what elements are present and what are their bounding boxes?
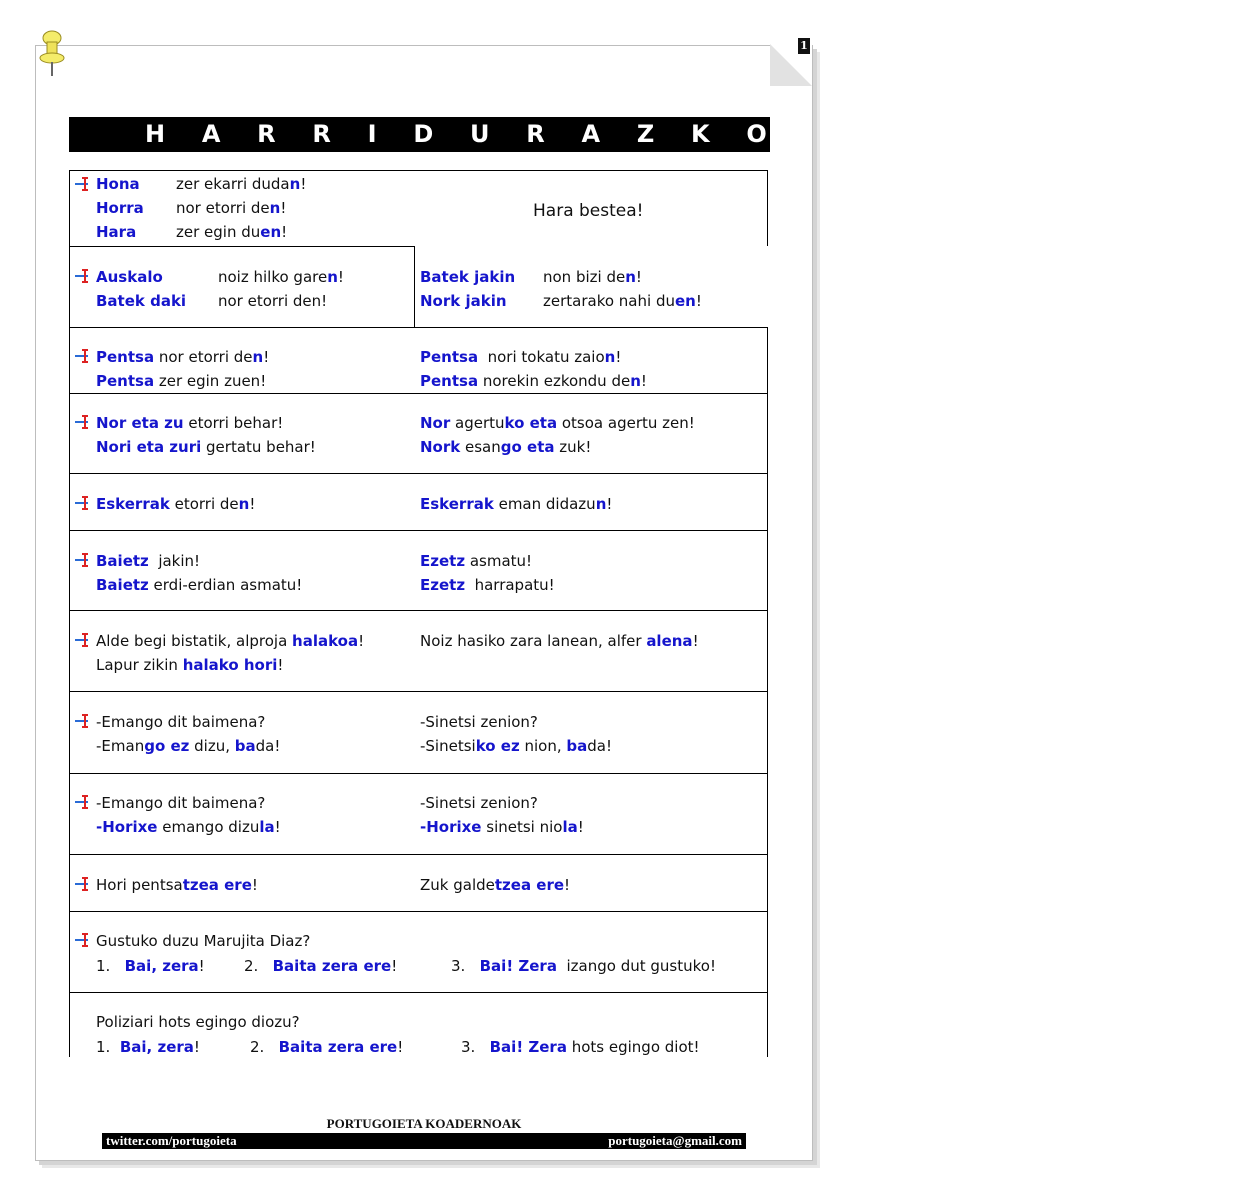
phrase-line: Eskerrak eman didazun!: [420, 495, 613, 513]
pushpin-icon: [38, 28, 66, 78]
phrase-keyword: Batek daki: [96, 292, 187, 310]
answer-option: 1. Bai, zera!: [96, 1038, 200, 1056]
page-title: H A R R I D U R A Z K O E S A L D I A K: [69, 117, 770, 152]
phrase-line: Nor agertuko eta otsoa agertu zen!: [420, 414, 695, 432]
bullet-arrow-icon: [75, 632, 91, 648]
phrase-line: Eskerrak etorri den!: [96, 495, 256, 513]
phrase-keyword: Hara: [96, 223, 137, 241]
phrase-line: nor etorri den!: [176, 199, 287, 217]
rule: [69, 327, 70, 1057]
rule: [69, 327, 768, 328]
email-link[interactable]: portugoieta@gmail.com: [608, 1133, 742, 1148]
phrase-line: -Horixe sinetsi niola!: [420, 818, 584, 836]
phrase-line: Noiz hasiko zara lanean, alfer alena!: [420, 632, 699, 650]
bullet-arrow-icon: [75, 876, 91, 892]
bullet-arrow-icon: [75, 414, 91, 430]
phrase-line: zer egin duen!: [176, 223, 288, 241]
footer-title: PORTUGOIETA KOADERNOAK: [326, 1116, 522, 1131]
phrase-keyword: Batek jakin: [420, 268, 516, 286]
rule: [69, 473, 768, 474]
rule: [414, 246, 415, 328]
answer-option: 2. Baita zera ere!: [244, 957, 398, 975]
phrase-line: non bizi den!: [543, 268, 642, 286]
bullet-arrow-icon: [75, 268, 91, 284]
phrase-line: zer ekarri dudan!: [176, 175, 307, 193]
phrase-line: Nori eta zuri gertatu behar!: [96, 438, 316, 456]
bullet-arrow-icon: [75, 495, 91, 511]
bullet-arrow-icon: [75, 794, 91, 810]
rule: [69, 691, 768, 692]
phrase-line: Zuk galdetzea ere!: [420, 876, 571, 894]
phrase-question: Gustuko duzu Marujita Diaz?: [96, 932, 311, 950]
phrase-line: Pentsa nori tokatu zaion!: [420, 348, 622, 366]
phrase-keyword: Horra: [96, 199, 144, 217]
phrase-line: Alde begi bistatik, alproja halakoa!: [96, 632, 365, 650]
phrase-line: nor etorri den!: [218, 292, 328, 310]
phrase-line: Pentsa nor etorri den!: [96, 348, 270, 366]
twitter-link[interactable]: twitter.com/portugoieta: [106, 1133, 237, 1148]
bullet-arrow-icon: [75, 932, 91, 948]
bullet-arrow-icon: [75, 176, 91, 192]
footer-bar: [102, 1133, 746, 1149]
phrase-line: Ezetz asmatu!: [420, 552, 533, 570]
answer-option: 2. Baita zera ere!: [250, 1038, 404, 1056]
rule: [69, 854, 768, 855]
answer-option: 3. Bai! Zera hots egingo diot!: [461, 1038, 700, 1056]
phrase-line: -Emango dit baimena?: [96, 794, 266, 812]
answer-option: 1. Bai, zera!: [96, 957, 205, 975]
phrase-line: Lapur zikin halako hori!: [96, 656, 284, 674]
phrase-line: zertarako nahi duen!: [543, 292, 702, 310]
phrase-line: Hori pentsatzea ere!: [96, 876, 258, 894]
phrase-keyword: Nork jakin: [420, 292, 507, 310]
bullet-arrow-icon: [75, 348, 91, 364]
bullet-arrow-icon: [75, 552, 91, 568]
phrase-line: Ezetz harrapatu!: [420, 576, 555, 594]
rule: [69, 911, 768, 912]
phrase-keyword: Hona: [96, 175, 140, 193]
phrase-line: Pentsa norekin ezkondu den!: [420, 372, 647, 390]
phrase-line: Nor eta zu etorri behar!: [96, 414, 284, 432]
phrase-line: -Emango ez dizu, bada!: [96, 737, 281, 755]
phrase-line: Baietz erdi-erdian asmatu!: [96, 576, 303, 594]
page-sheet: [35, 45, 813, 1161]
rule: [69, 170, 768, 171]
phrase-line: -Horixe emango dizula!: [96, 818, 281, 836]
answer-option: 3. Bai! Zera izango dut gustuko!: [451, 957, 716, 975]
rule: [767, 170, 768, 246]
phrase-line: -Sinetsi zenion?: [420, 713, 538, 731]
rule: [69, 246, 415, 247]
phrase-example: Hara bestea!: [533, 201, 644, 221]
rule: [767, 327, 768, 1057]
phrase-line: Nork esango eta zuk!: [420, 438, 592, 456]
phrase-line: -Sinetsiko ez nion, bada!: [420, 737, 612, 755]
bullet-arrow-icon: [75, 713, 91, 729]
phrase-question: Poliziari hots egingo diozu?: [96, 1013, 300, 1031]
phrase-line: noiz hilko garen!: [218, 268, 344, 286]
phrase-line: -Sinetsi zenion?: [420, 794, 538, 812]
phrase-line: Baietz jakin!: [96, 552, 201, 570]
rule: [69, 773, 768, 774]
rule: [69, 530, 768, 531]
phrase-line: -Emango dit baimena?: [96, 713, 266, 731]
page-number: 1: [798, 38, 810, 54]
rule: [69, 393, 768, 394]
phrase-keyword: Auskalo: [96, 268, 163, 286]
phrase-line: Pentsa zer egin zuen!: [96, 372, 267, 390]
rule: [69, 170, 70, 328]
rule: [69, 992, 768, 993]
rule: [69, 610, 768, 611]
